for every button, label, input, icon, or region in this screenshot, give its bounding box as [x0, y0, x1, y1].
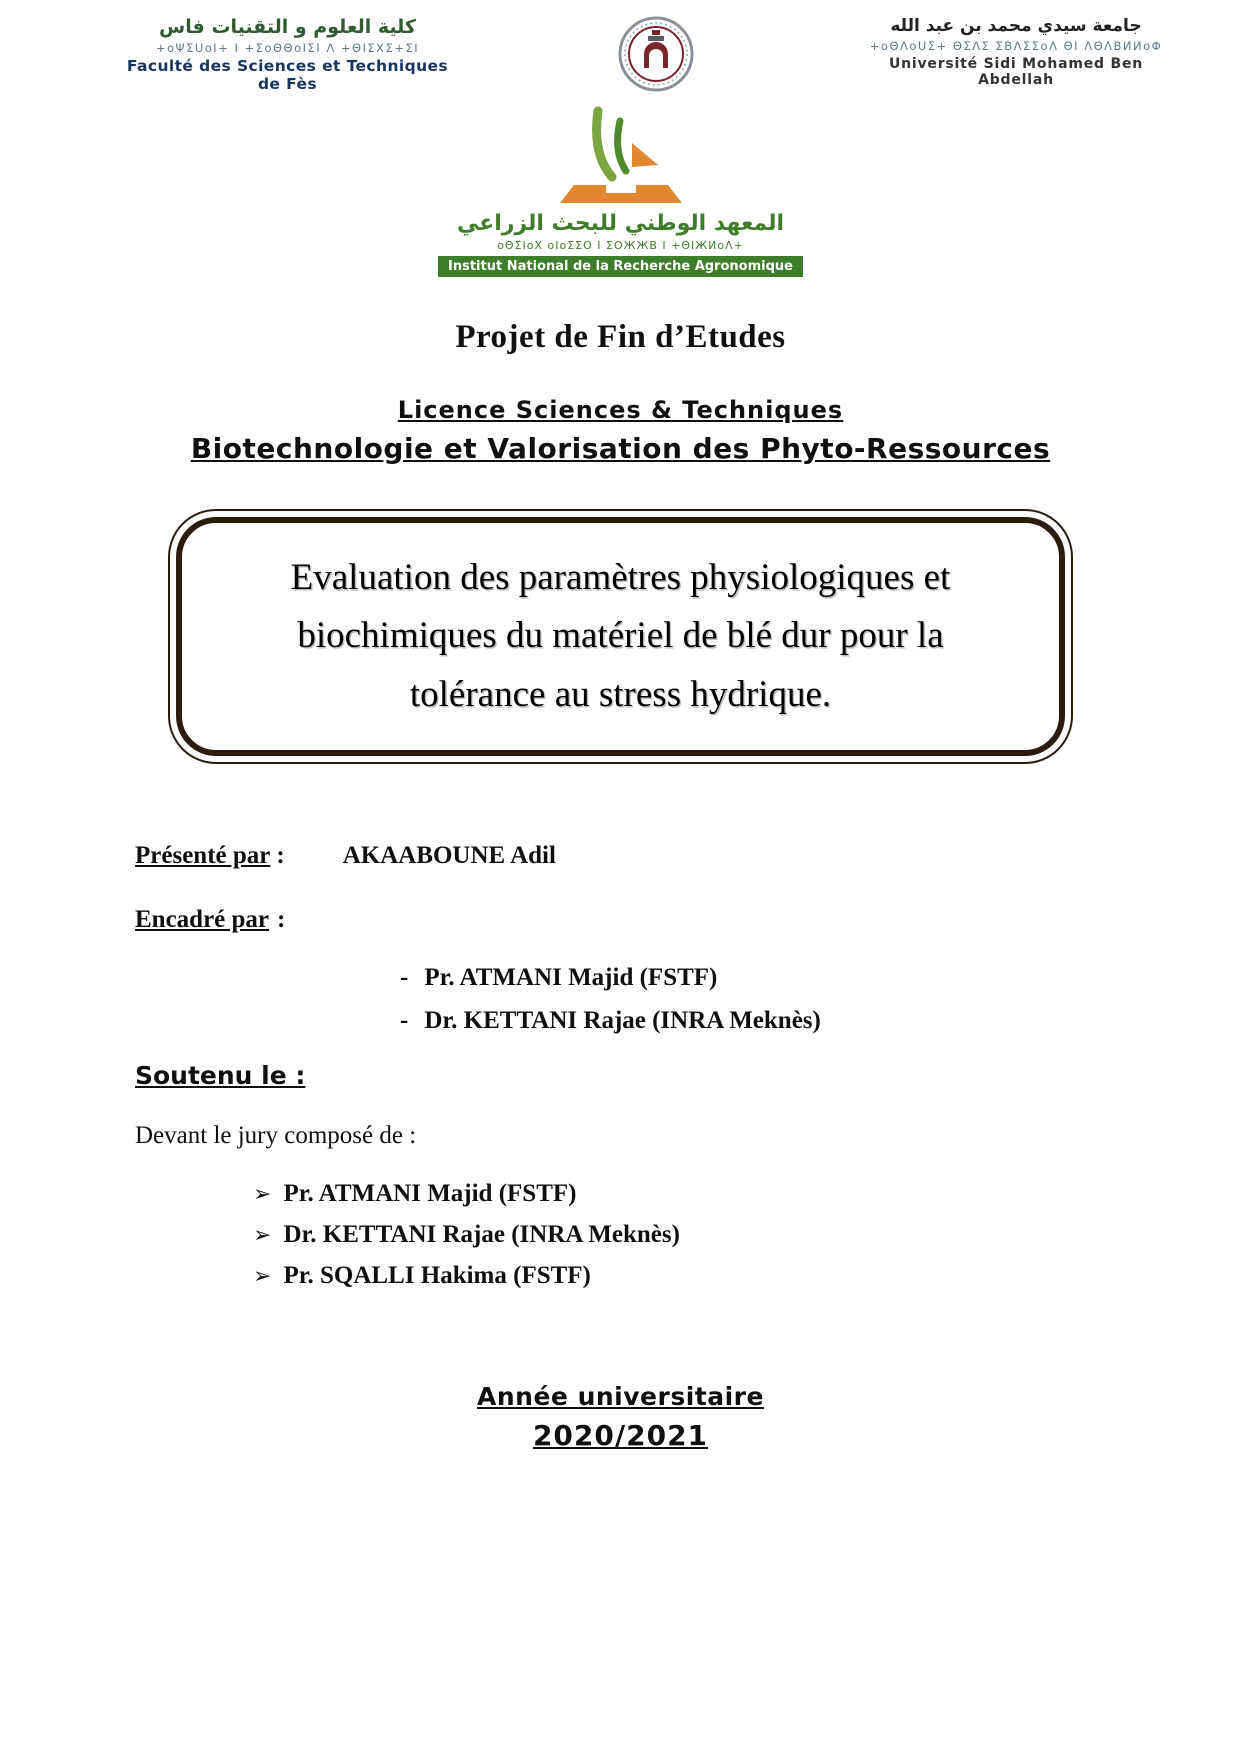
presented-by-line: [135, 842, 1241, 870]
thesis-title-line-3: tolérance au stress hydrique.: [409, 673, 832, 715]
supervisor-list: [400, 964, 1241, 1035]
inra-name-tifinagh: oΘΣIoX oIoΣΣO I ΣΟЖЖΒ I +ΘIЖИoΛ+: [497, 239, 744, 252]
degree-title: Licence Sciences & Techniques: [397, 396, 844, 424]
jury-item: [253, 1221, 1241, 1249]
supervised-by-label: Encadré par: [135, 906, 270, 934]
jury-item: [253, 1180, 1241, 1208]
university-block: [851, 16, 1181, 88]
faculty-name-tifinagh: +oΨΣUoI+ I +ΣoΘΘoIΣI Λ +ΘIΣXΣ+ΣI: [155, 41, 420, 55]
university-name-french: Université Sidi Mohamed Ben Abdellah: [888, 56, 1144, 88]
program-title: Biotechnologie et Valorisation des Phyto-Ressources: [190, 432, 1051, 465]
supervised-by-colon: :: [277, 906, 286, 934]
faculty-block: [115, 16, 460, 93]
thesis-title-box-inner: [176, 517, 1065, 756]
dash-bullet: -: [400, 1007, 409, 1035]
supervisor-name: Dr. KETTANI Rajae (INRA Meknès): [424, 1007, 821, 1035]
document-type-title: Projet de Fin d’Etudes: [455, 319, 786, 355]
arrow-bullet-icon: ➢: [253, 1264, 272, 1290]
inra-logo-icon: [536, 105, 706, 209]
supervisor-item: [400, 1007, 1241, 1035]
jury-intro: Devant le jury composé de :: [135, 1122, 417, 1150]
presented-by-colon: :: [276, 842, 285, 870]
supervisor-name: Pr. ATMANI Majid (FSTF): [424, 964, 718, 992]
university-logo: [606, 14, 706, 99]
academic-year-label: Année universitaire: [477, 1382, 764, 1412]
university-name-arabic: جامعة سيدي محمد بن عبد الله: [890, 16, 1142, 36]
jury-list: [253, 1180, 1241, 1290]
arrow-bullet-icon: ➢: [253, 1223, 272, 1249]
thesis-title: [212, 549, 1029, 724]
arrow-bullet-icon: ➢: [253, 1182, 272, 1208]
university-seal-icon: [608, 14, 704, 94]
jury-item: [253, 1262, 1241, 1290]
jury-member-name: Dr. KETTANI Rajae (INRA Meknès): [283, 1221, 680, 1249]
thesis-title-line-2: biochimiques du matériel de blé dur pour la: [297, 615, 944, 657]
footer: [0, 1382, 1241, 1452]
faculty-name-arabic: كلية العلوم و التقنيات فاس: [159, 16, 416, 38]
presented-by-label: Présenté par: [135, 842, 271, 870]
supervisor-item: [400, 964, 1241, 992]
credits-section: [135, 842, 1241, 1290]
inra-name-french: Institut National de la Recherche Agronomique: [438, 256, 803, 277]
inra-block: [0, 105, 1241, 277]
faculty-name-french: Faculté des Sciences et Techniques de Fès: [126, 57, 449, 93]
jury-member-name: Pr. SQALLI Hakima (FSTF): [283, 1262, 591, 1290]
supervised-by-line: [135, 906, 1241, 934]
author-name: AKAABOUNE Adil: [342, 842, 556, 870]
defended-on-label: Soutenu le :: [135, 1061, 306, 1091]
jury-member-name: Pr. ATMANI Majid (FSTF): [283, 1180, 577, 1208]
inra-name-arabic: المعهد الوطني للبحث الزراعي: [456, 211, 785, 236]
page-header: [0, 0, 1241, 99]
thesis-title-line-1: Evaluation des paramètres physiologiques et: [290, 557, 951, 598]
dash-bullet: -: [400, 964, 409, 992]
thesis-title-box: [168, 509, 1073, 764]
university-name-tifinagh: +oΘΛoUΣ+ ΘΣΛΣ ΣΒΛΣΣoΛ ΘI ΛΘΛΒИИoΦ: [869, 39, 1163, 53]
academic-year-value: 2020/2021: [532, 1419, 709, 1453]
